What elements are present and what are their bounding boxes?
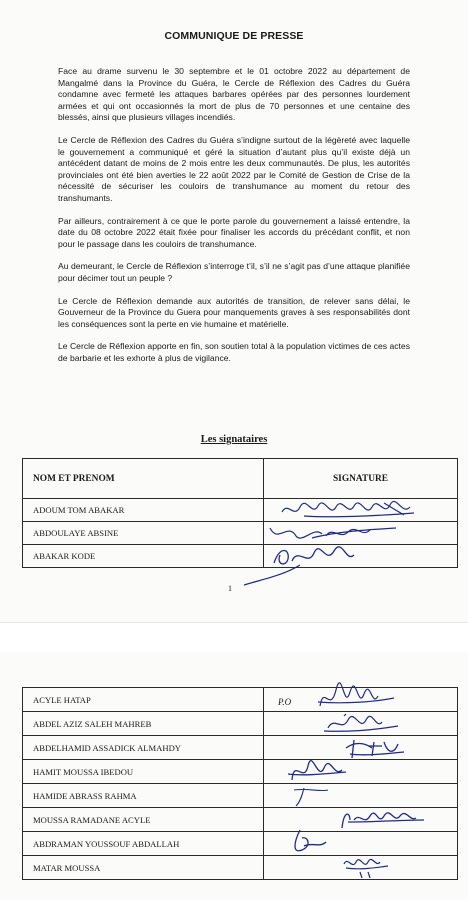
- table-row: [23, 522, 458, 545]
- signatory-name: ABDEL AZIZ SALEH MAHREB: [23, 712, 264, 736]
- signatory-name: MOUSSA RAMADANE ACYLE: [23, 808, 264, 832]
- signatory-name: ABAKAR KODE: [23, 545, 264, 568]
- signature-cell: [264, 736, 458, 760]
- table-row: [23, 832, 458, 856]
- name-column-header: NOM ET PRENOM: [23, 459, 264, 499]
- paragraph-1: Face au drame survenu le 30 septembre et le 01 octobre 2022 au département de Mangalmé dans la Province du Guéra, le Cercle de Réflexion des Cadres du Guéra condamne avec fermeté les attaques barbares opérées par des personnes lourdement armées et qui ont occasionnés la mort de plus de 70 personnes et une centaine des blessés, ainsi que plusieurs villages incendiés.: [58, 66, 410, 123]
- handwritten-signature-icon: [264, 760, 468, 783]
- handwritten-signature-icon: [264, 522, 468, 544]
- signature-cell: [264, 545, 458, 568]
- table-row: [23, 808, 458, 832]
- handwritten-signature-icon: [264, 856, 468, 879]
- paragraph-6: Le Cercle de Réflexion apporte en fin, son soutien total à la population victimes de ces actes de barbarie et les exhorte à plus de vigilance.: [58, 341, 410, 363]
- table-row: [23, 688, 458, 712]
- signatory-name: ABDRAMAN YOUSSOUF ABDALLAH: [23, 832, 264, 856]
- signatory-name: ABDELHAMID ASSADICK ALMAHDY: [23, 736, 264, 760]
- signatories-table-continued: [22, 687, 458, 880]
- signature-cell: [264, 499, 458, 522]
- signatories-heading: Les signataires: [200, 434, 268, 445]
- handwritten-signature-icon: [264, 712, 468, 735]
- signatory-name: ABDOULAYE ABSINE: [23, 522, 264, 545]
- table-row: [23, 499, 458, 522]
- signatory-name: HAMIDE ABRASS RAHMA: [23, 784, 264, 808]
- table-row: [23, 736, 458, 760]
- signature-column-header: SIGNATURE: [264, 459, 458, 499]
- signature-cell: [264, 808, 458, 832]
- signature-cell: [264, 760, 458, 784]
- signature-cell: [264, 856, 458, 880]
- paragraph-5: Le Cercle de Réflexion demande aux autorités de transition, de relever sans délai, le Gouverneur de la Province du Guera pour manquements graves à ses responsabilités dont les conséquences sont la perte en vie humaine et matérielle.: [58, 295, 410, 329]
- page-separator: [0, 622, 468, 654]
- table-row: [23, 856, 458, 880]
- document-page-2: [0, 652, 468, 900]
- document-title: COMMUNIQUE DE PRESSE: [164, 30, 304, 42]
- signature-cell: [264, 688, 458, 712]
- signature-cell: [264, 832, 458, 856]
- signatories-table: [22, 458, 458, 568]
- paragraph-3: Par ailleurs, contrairement à ce que le porte parole du gouvernement a laissé entendre, la date du 08 octobre 2022 était fixée pour finaliser les accords du précédant conflit, et non pour le passage dans les couloirs de transhumance.: [58, 215, 410, 249]
- table-row: [23, 760, 458, 784]
- handwritten-signature-icon: [264, 688, 468, 711]
- table-header-row: [23, 459, 458, 499]
- signature-cell: [264, 712, 458, 736]
- table-row: [23, 545, 458, 568]
- paragraph-4: Au demeurant, le Cercle de Réflexion s’interroge t’il, s’il ne s’agit pas d’une attaque planifiée pour décimer tout un peuple ?: [58, 261, 410, 283]
- handwritten-signature-icon: [264, 808, 468, 831]
- table-row: [23, 712, 458, 736]
- document-body: [58, 66, 410, 375]
- handwritten-signature-icon: [264, 784, 468, 807]
- signatory-name: ACYLE HATAP: [23, 688, 264, 712]
- signatory-name: ADOUM TOM ABAKAR: [23, 499, 264, 522]
- table-row: [23, 784, 458, 808]
- page-number: 1: [228, 584, 232, 593]
- handwritten-signature-icon: [264, 832, 468, 855]
- po-annotation: P.O: [278, 697, 292, 707]
- handwritten-signature-icon: [264, 499, 468, 521]
- signature-cell: [264, 522, 458, 545]
- handwritten-signature-icon: [264, 545, 468, 567]
- paragraph-2: Le Cercle de Réflexion des Cadres du Guéra s’indigne surtout de la légèreté avec laquelle le gouvernement a communiqué et géré la situation d’autant plus qu’il existe déjà un antécédent datant de moins de 2 mois entre les deux communautés. De plus, les autorités provinciales ont été bien averties le 22 août 2022 par le Comité de Gestion de Crise de la nécessité de sécuriser les couloirs de transhumance au moment du retour des transhumants.: [58, 134, 410, 203]
- signatory-name: MATAR MOUSSA: [23, 856, 264, 880]
- handwritten-signature-icon: [264, 736, 468, 759]
- signature-cell: [264, 784, 458, 808]
- signatory-name: HAMIT MOUSSA IBEDOU: [23, 760, 264, 784]
